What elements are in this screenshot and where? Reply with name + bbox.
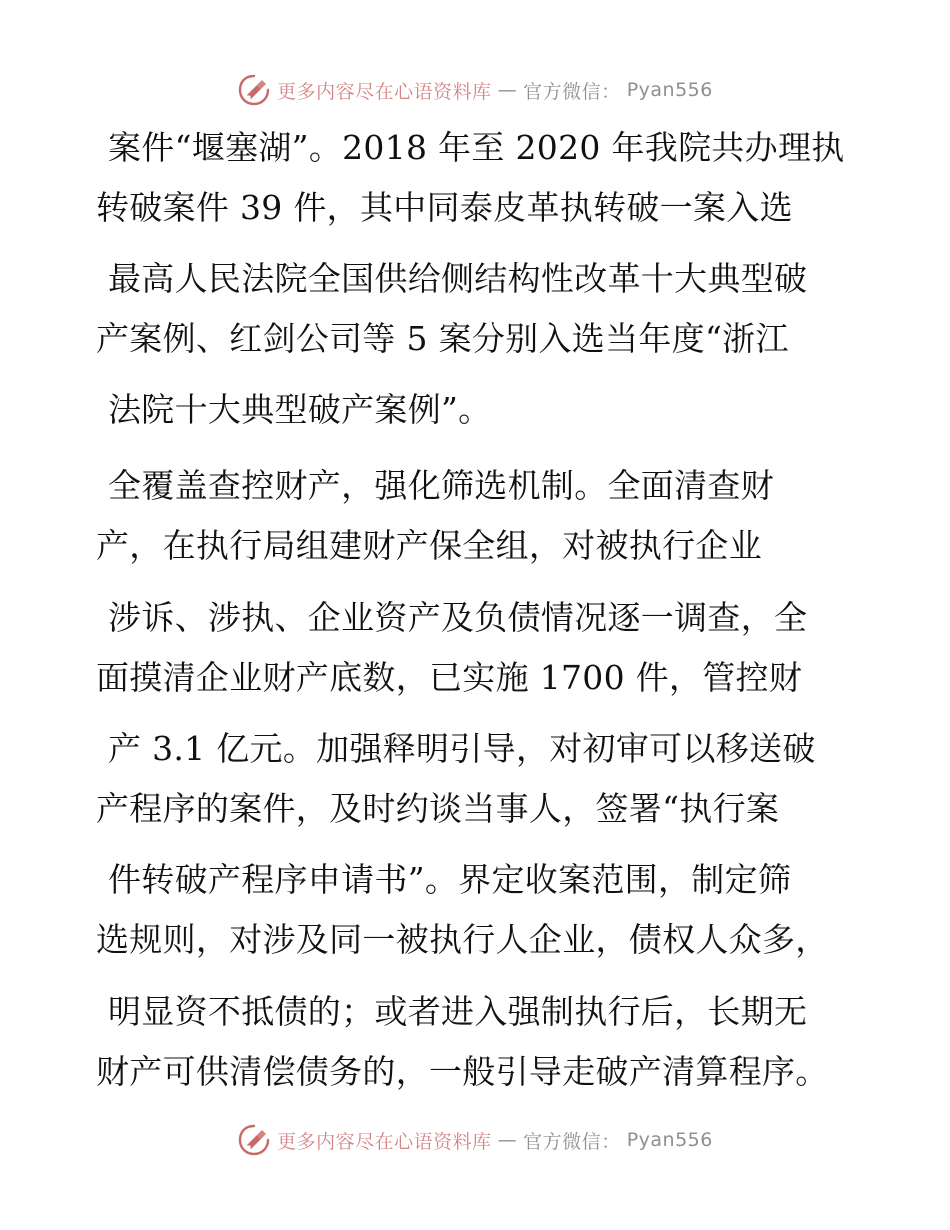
- text-line-13: 选规则，对涉及同一被执行人企业，债权人众多，: [96, 920, 829, 959]
- text-line-12: 件转破产程序申请书”。界定收案范围，制定筛: [108, 860, 792, 899]
- text-line-11: 产程序的案件，及时约谈当事人，签署“执行案: [96, 789, 780, 828]
- watermark-contact-label: 官方微信：: [523, 80, 621, 103]
- text-line-9: 面摸清企业财产底数，已实施 1700 件，管控财: [96, 658, 803, 697]
- watermark-brand-text: 更多内容尽在心语资料库: [277, 1130, 492, 1153]
- watermark-contact-label: 官方微信：: [523, 1130, 621, 1153]
- text-line-8: 涉诉、涉执、企业资产及负债情况逐一调查，全: [108, 598, 808, 637]
- watermark-separator: —: [497, 79, 518, 101]
- text-line-3: 最高人民法院全国供给侧结构性改革十大典型破: [108, 259, 808, 298]
- pen-nib-swirl-icon: [237, 1123, 271, 1157]
- text-line-15: 财产可供清偿债务的，一般引导走破产清算程序。: [96, 1052, 829, 1091]
- text-line-6: 全覆盖查控财产，强化筛选机制。全面清查财: [108, 466, 774, 505]
- text-line-14: 明显资不抵债的；或者进入强制执行后，长期无: [108, 992, 808, 1031]
- watermark-brand-text: 更多内容尽在心语资料库: [277, 80, 492, 103]
- text-line-5: 法院十大典型破产案例”。: [108, 390, 492, 429]
- watermark-contact-value: Pyan556: [626, 79, 713, 101]
- watermark-separator: —: [497, 1129, 518, 1151]
- text-line-7: 产，在执行局组建财产保全组，对被执行企业: [96, 526, 762, 565]
- text-line-10: 产 3.1 亿元。加强释明引导，对初审可以移送破: [108, 729, 816, 768]
- watermark-contact-value: Pyan556: [626, 1129, 713, 1151]
- text-line-2: 转破案件 39 件，其中同泰皮革执转破一案入选: [96, 188, 793, 227]
- text-line-4: 产案例、红剑公司等 5 案分别入选当年度“浙江: [96, 319, 789, 358]
- text-line-1: 案件“堰塞湖”。2018 年至 2020 年我院共办理执: [108, 128, 845, 167]
- watermark-footer: [0, 1120, 950, 1160]
